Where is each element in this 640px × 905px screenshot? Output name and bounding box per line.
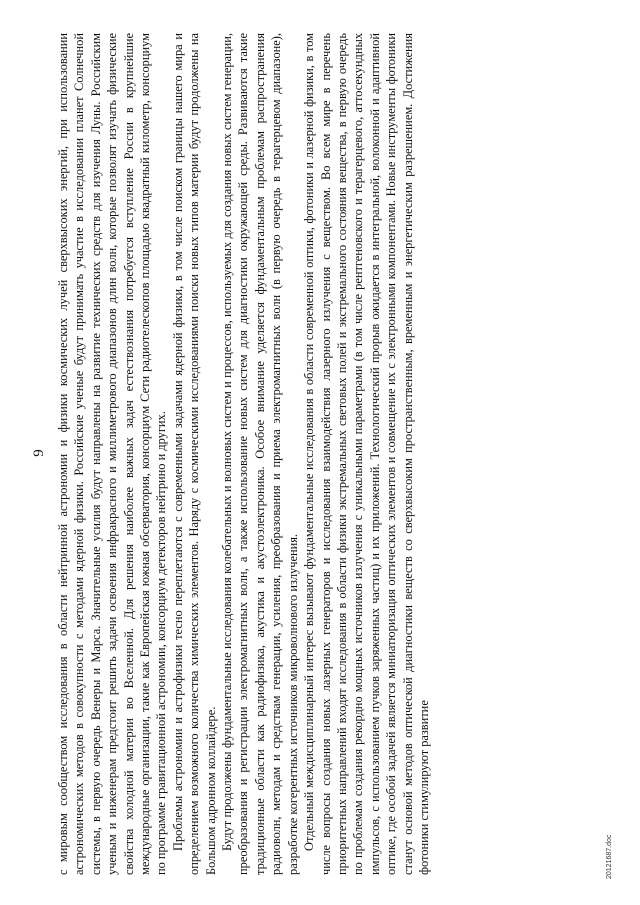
paragraph-4: Отдельный междисциплинарный интерес вызывают фундаментальные исследования в области современной оптики, фотоники и лазерной физики, в том числе вопросы создания новых лазерных генераторов и исследования взаимодействия лазерного излучения с веществом. Во всем мире в перечень приоритетных направлений входят исследования в области физики экстремальных световых полей и экстремального состояния вещества, в первую очередь по проблемам создания рекордно мощных источников излучения с уникальными параметрами (в том числе рентгеновского и терагерцевого, аттосекундных импульсов, с использованием пучков заряженных частиц) и их приложений. Технологический прорыв ожидается в интегральной, волоконной и адаптивной оптике, где особой задачей является миниатюризация оптических элементов и совмещение их с электронными компонентами. Новые инструменты фотоники станут основой методов оптической диагностики веществ со сверхвысоким пространственным, временным и энергетическим разрешением. Достижения фотоники стимулируют развитие — [302, 32, 431, 875]
paragraph-1: с мировым сообществом исследования в области нейтринной астрономии и физики космических лучей сверхвысоких энергий, при использовании астрономических методов в совокупности с методами ядерной физики. Российские ученые будут принимать участие в исследовании планет Солнечной системы, в первую очередь Венеры и Марса. Значительные усилия будут направлены на развитие технических средств для изучения Луны. Российским ученым и инженерам предстоит решить задачи освоения инфракрасного и миллиметрового диапазонов длин волн, которые позволят изучать физические свойства холодной материи во Вселенной. Для решения наиболее важных задач естествознания потребуется вступление России в крупнейшие международные организации, такие как Европейская южная обсерватория, консорциум Сети радиотелескопов площадью квадратный километр, консорциум по программе гравитационной астрономии, консорциум детекторов нейтрино и других. — [56, 32, 169, 875]
document-page — [25, 23, 615, 883]
paragraph-2: Проблемы астрономии и астрофизики тесно переплетаются с современными задачами ядерной физики, в том числе поиском границы нашего мира и определением возможного количества химических элементов. Наряду с космическими исследованиями поиски новых типов материи будут продолжены на Большом адронном коллайдере. — [170, 32, 218, 875]
footer-filename: 20121687.doc — [606, 834, 613, 879]
body-text — [55, 33, 432, 875]
paragraph-3: Будут продолжены фундаментальные исследования колебательных и волновых систем и процессов, используемых для создания новых систем генерации, преобразования и регистрации электромагнитных волн, а также использование новых систем для диагностики окружающей среды. Развиваются такие традиционные области как радиофизика, акустика и акустоэлектроника. Особое внимание уделяется фундаментальным проблемам распространения радиоволн, методам и средствам генерации, усиления, преобразования и приема электромагнитных волн (в первую очередь в терагерцевом диапазоне), разработке когерентных источников микроволнового излучения. — [220, 32, 300, 875]
page-number: 9 — [31, 448, 47, 457]
